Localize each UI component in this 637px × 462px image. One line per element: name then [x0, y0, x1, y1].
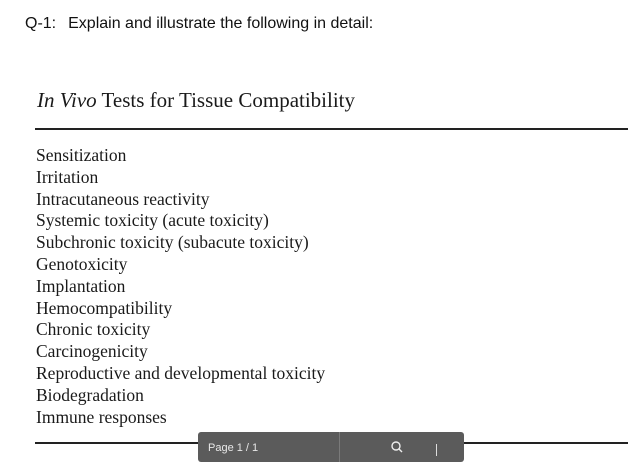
toolbar-divider [339, 432, 340, 462]
list-item: Biodegradation [36, 384, 144, 405]
list-item: Sensitization [36, 145, 127, 165]
list-item: Immune responses [36, 406, 167, 427]
question-heading [25, 15, 373, 33]
test-list [36, 145, 325, 428]
table-top-rule [35, 128, 628, 130]
question-label: Q-1: [25, 15, 57, 32]
table-title-italic: In Vivo [37, 88, 97, 112]
list-item: Carcinogenicity [36, 341, 148, 362]
table-title-rest: Tests for Tissue Compatibility [96, 88, 356, 112]
list-item: Genotoxicity [36, 253, 128, 274]
list-item: Intracutaneous reactivity [36, 188, 210, 209]
list-item: Chronic toxicity [36, 319, 151, 340]
zoom-icon[interactable] [391, 441, 403, 453]
list-item: Irritation [36, 166, 99, 187]
page-navigation-toolbar[interactable] [198, 432, 464, 462]
list-item: Systemic toxicity (acute toxicity) [36, 210, 269, 231]
question-text: Explain and illustrate the following in detail: [68, 15, 374, 32]
list-item: Reproductive and developmental toxicity [36, 362, 326, 383]
list-item: Subchronic toxicity (subacute toxicity) [36, 232, 309, 253]
table-title [37, 88, 355, 113]
list-item: Hemocompatibility [36, 297, 173, 318]
list-item: Implantation [36, 275, 126, 296]
toolbar-separator [436, 444, 437, 456]
page-indicator: Page 1 / 1 [208, 442, 259, 454]
